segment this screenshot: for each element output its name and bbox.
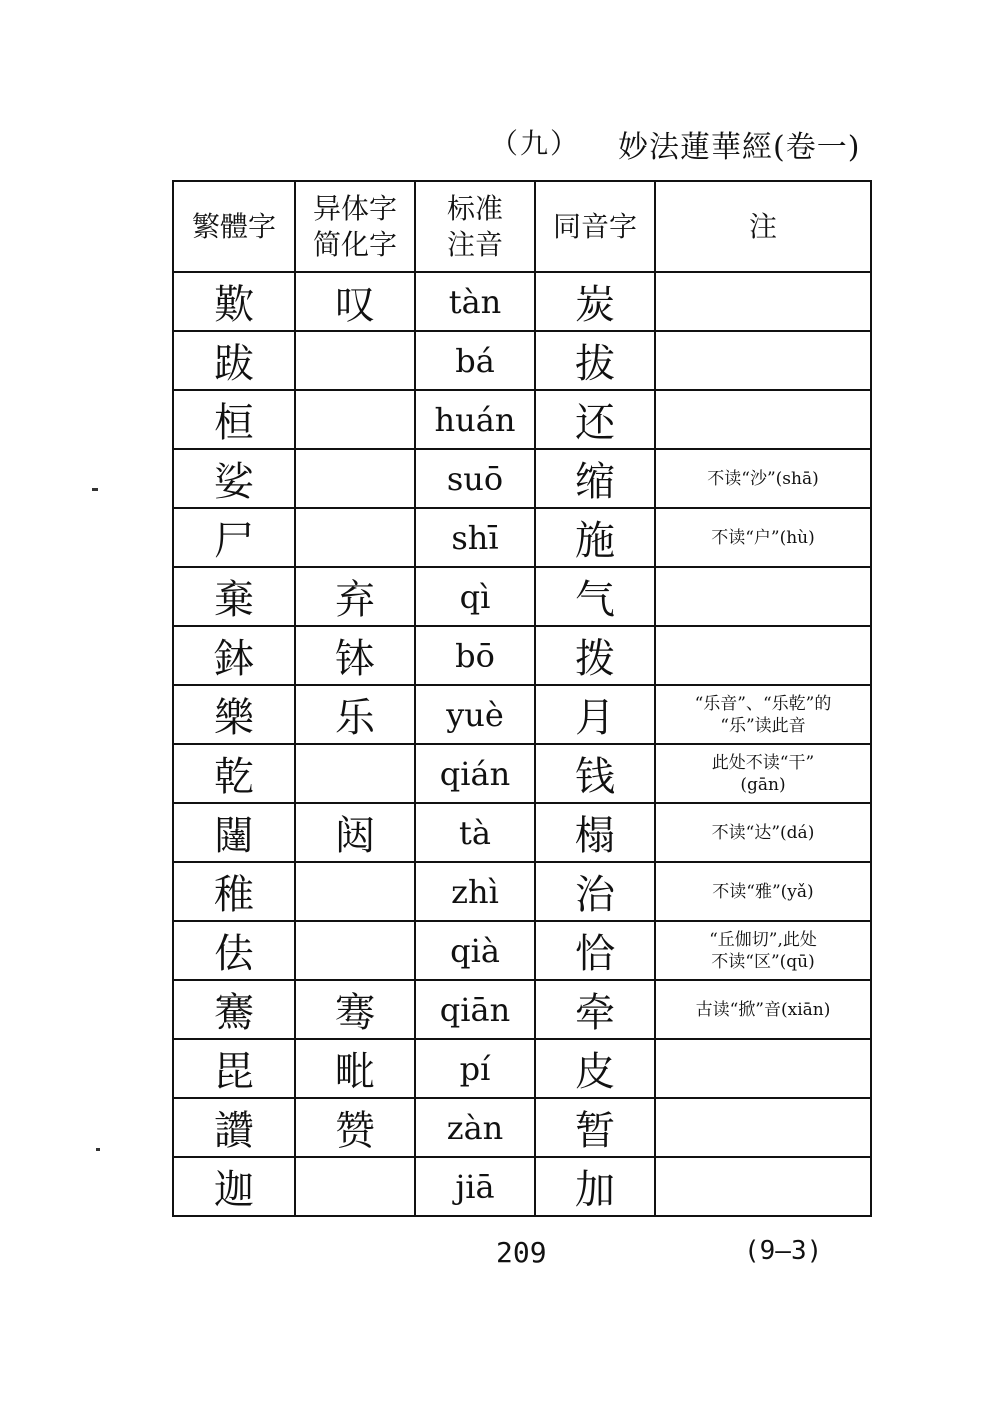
sutra-title: 妙法蓮華經(卷一) <box>618 130 861 165</box>
cell-pinyin: zhì <box>415 862 535 921</box>
cell-simplified: 闼 <box>295 803 415 862</box>
cell-traditional: 樂 <box>173 685 295 744</box>
cell-note <box>655 390 871 449</box>
table-row <box>173 1039 871 1098</box>
cell-pinyin: huán <box>415 390 535 449</box>
section-number: （九） <box>490 127 581 160</box>
cell-traditional: 鉢 <box>173 626 295 685</box>
cell-pinyin: tàn <box>415 272 535 331</box>
table-header-row <box>173 181 871 272</box>
cell-homophone: 治 <box>535 862 655 921</box>
table-row <box>173 862 871 921</box>
cell-note: 不读“雅”(yǎ) <box>655 862 871 921</box>
cell-homophone: 牵 <box>535 980 655 1039</box>
cell-traditional: 迦 <box>173 1157 295 1216</box>
table-row <box>173 331 871 390</box>
cell-homophone: 缩 <box>535 449 655 508</box>
cell-note: 古读“掀”音(xiān) <box>655 980 871 1039</box>
cell-homophone: 气 <box>535 567 655 626</box>
column-header-traditional: 繁體字 <box>173 181 295 272</box>
cell-simplified <box>295 390 415 449</box>
table-row <box>173 567 871 626</box>
table-row <box>173 449 871 508</box>
column-header-note: 注 <box>655 181 871 272</box>
cell-note <box>655 1157 871 1216</box>
cell-homophone: 恰 <box>535 921 655 980</box>
cell-pinyin: pí <box>415 1039 535 1098</box>
cell-traditional: 棄 <box>173 567 295 626</box>
cell-traditional: 乾 <box>173 744 295 803</box>
table-row <box>173 803 871 862</box>
cell-homophone: 钱 <box>535 744 655 803</box>
cell-note <box>655 331 871 390</box>
cell-simplified: 毗 <box>295 1039 415 1098</box>
cell-homophone: 还 <box>535 390 655 449</box>
cell-note: “丘伽切”,此处 不读“区”(qū) <box>655 921 871 980</box>
cell-homophone: 施 <box>535 508 655 567</box>
cell-simplified: 乐 <box>295 685 415 744</box>
cell-traditional: 尸 <box>173 508 295 567</box>
cell-note: “乐音”、“乐乾”的 “乐”读此音 <box>655 685 871 744</box>
cell-homophone: 皮 <box>535 1039 655 1098</box>
cell-pinyin: qià <box>415 921 535 980</box>
cell-pinyin: bō <box>415 626 535 685</box>
cell-homophone: 炭 <box>535 272 655 331</box>
scan-speck <box>92 488 98 491</box>
pronunciation-table <box>172 180 872 1217</box>
table-row <box>173 272 871 331</box>
table-row <box>173 744 871 803</box>
cell-pinyin: qì <box>415 567 535 626</box>
cell-simplified <box>295 1157 415 1216</box>
table-row <box>173 685 871 744</box>
cell-simplified <box>295 331 415 390</box>
page-number: 209 <box>496 1236 547 1269</box>
cell-simplified: 叹 <box>295 272 415 331</box>
cell-note: 不读“户”(hù) <box>655 508 871 567</box>
table-row <box>173 1098 871 1157</box>
table-row <box>173 508 871 567</box>
table-row <box>173 980 871 1039</box>
cell-pinyin: suō <box>415 449 535 508</box>
cell-homophone: 拨 <box>535 626 655 685</box>
scan-speck <box>96 1148 100 1151</box>
cell-note <box>655 1039 871 1098</box>
page-header <box>490 122 880 166</box>
cell-note <box>655 1098 871 1157</box>
cell-note: 不读“达”(dá) <box>655 803 871 862</box>
table-row <box>173 1157 871 1216</box>
column-header-variant-simplified: 异体字 简化字 <box>295 181 415 272</box>
cell-homophone: 榻 <box>535 803 655 862</box>
cell-traditional: 闥 <box>173 803 295 862</box>
cell-homophone: 暂 <box>535 1098 655 1157</box>
cell-note <box>655 272 871 331</box>
table-row <box>173 921 871 980</box>
table-row <box>173 626 871 685</box>
cell-traditional: 桓 <box>173 390 295 449</box>
column-header-standard-pinyin: 标准 注音 <box>415 181 535 272</box>
cell-pinyin: qiān <box>415 980 535 1039</box>
column-header-homophone: 同音字 <box>535 181 655 272</box>
cell-homophone: 加 <box>535 1157 655 1216</box>
cell-traditional: 毘 <box>173 1039 295 1098</box>
cell-simplified <box>295 449 415 508</box>
cell-simplified: 弃 <box>295 567 415 626</box>
cell-traditional: 稚 <box>173 862 295 921</box>
cell-pinyin: bá <box>415 331 535 390</box>
cell-simplified: 赞 <box>295 1098 415 1157</box>
cell-pinyin: tà <box>415 803 535 862</box>
cell-simplified: 骞 <box>295 980 415 1039</box>
cell-homophone: 月 <box>535 685 655 744</box>
cell-traditional: 佉 <box>173 921 295 980</box>
cell-note: 不读“沙”(shā) <box>655 449 871 508</box>
cell-pinyin: qián <box>415 744 535 803</box>
cell-simplified <box>295 744 415 803</box>
cell-pinyin: shī <box>415 508 535 567</box>
table-row <box>173 390 871 449</box>
cell-pinyin: yuè <box>415 685 535 744</box>
cell-traditional: 跋 <box>173 331 295 390</box>
cell-note <box>655 567 871 626</box>
cell-traditional: 娑 <box>173 449 295 508</box>
cell-simplified <box>295 921 415 980</box>
cell-simplified: 钵 <box>295 626 415 685</box>
cell-traditional: 歎 <box>173 272 295 331</box>
cell-pinyin: jiā <box>415 1157 535 1216</box>
cell-simplified <box>295 862 415 921</box>
cell-traditional: 騫 <box>173 980 295 1039</box>
cell-note: 此处不读“干” (gān) <box>655 744 871 803</box>
volume-reference: (9—3) <box>744 1236 823 1266</box>
cell-note <box>655 626 871 685</box>
cell-homophone: 拔 <box>535 331 655 390</box>
cell-traditional: 讚 <box>173 1098 295 1157</box>
cell-simplified <box>295 508 415 567</box>
cell-pinyin: zàn <box>415 1098 535 1157</box>
